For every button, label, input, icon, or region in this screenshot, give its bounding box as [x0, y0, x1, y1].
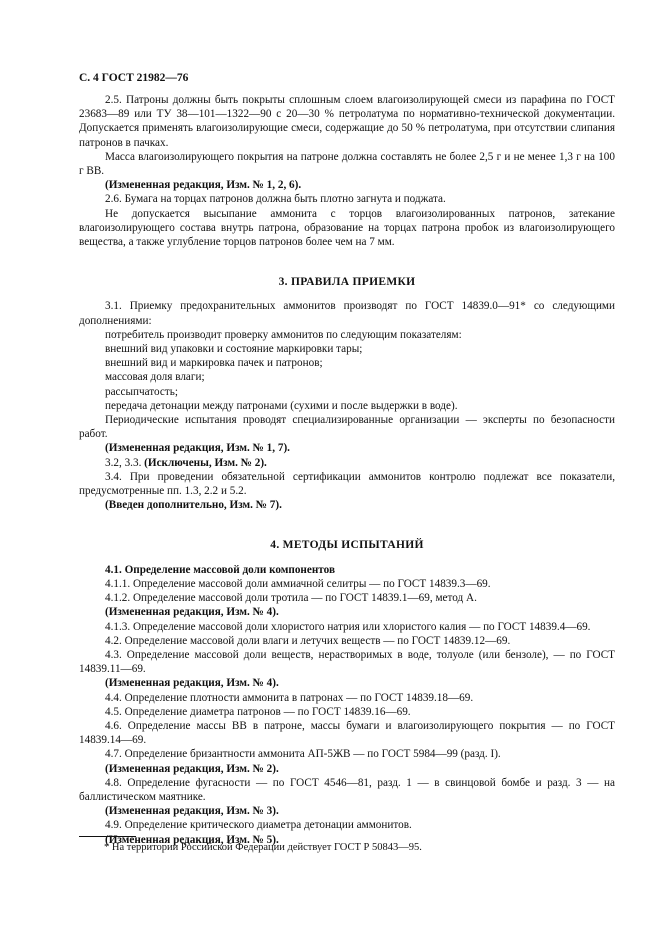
page-content	[79, 93, 615, 847]
para-3-2-label: 3.2, 3.3.	[105, 456, 142, 469]
amendment-note: (Измененная редакция, Изм. № 3).	[105, 805, 279, 818]
para-4-9: 4.9. Определение критического диаметра детонации аммонитов.	[105, 819, 412, 832]
para-2-5: 2.5. Патроны должны быть покрыты сплошным слоем влагоизолирующей смеси из парафина по ГОСТ 23683—89 или ТУ 38—101—1322—90 с 20—30 % петролатума по нормативно-технической документации. Допускается применять влагоизолирующие смеси, содержащие до 50 % петролатума, при отсутствии слипания патронов в пачках.	[79, 94, 615, 149]
para-4-1-2: 4.1.2. Определение массовой доли тротила — по ГОСТ 14839.1—69, метод А.	[105, 592, 477, 605]
amendment-note: (Измененная редакция, Изм. № 4).	[105, 677, 279, 690]
para-4-8: 4.8. Определение фугасности — по ГОСТ 4546—81, разд. 1 — в свинцовой бомбе и разд. 3 — на баллистическом маятнике.	[79, 776, 615, 803]
subsection-4-1: 4.1. Определение массовой доли компонентов	[105, 563, 335, 576]
section-title-3: 3. ПРАВИЛА ПРИЕМКИ	[278, 276, 416, 289]
amendment-note: (Измененная редакция, Изм. № 4).	[105, 606, 279, 619]
amendment-note: (Измененная редакция, Изм. № 2).	[105, 762, 279, 775]
footnote-divider	[79, 836, 136, 837]
page-header: С. 4 ГОСТ 21982—76	[79, 72, 189, 84]
para-4-1-1: 4.1.1. Определение массовой доли аммиачной селитры — по ГОСТ 14839.3—69.	[105, 577, 491, 590]
section-title-4: 4. МЕТОДЫ ИСПЫТАНИЙ	[270, 539, 424, 552]
para-2-5-mass: Масса влагоизолирующего покрытия на патроне должна составлять не более 2,5 г и не менее 1,3 г на 100 г ВВ.	[79, 150, 615, 178]
para-4-1-3: 4.1.3. Определение массовой доли хлористого натрия или хлористого калия — по ГОСТ 14839.4—69.	[105, 620, 591, 633]
para-3-2-3-3	[79, 456, 615, 470]
para-4-3: 4.3. Определение массовой доли веществ, нерастворимых в воде, толуоле (или бензоле), — по ГОСТ 14839.11—69.	[79, 648, 615, 676]
list-item: рассыпчатость;	[105, 385, 178, 398]
para-periodic: Периодические испытания проводят специализированные организации — эксперты по безопасности работ.	[79, 414, 615, 441]
excluded-note: (Исключены, Изм. № 2).	[144, 456, 267, 469]
para-4-7: 4.7. Определение бризантности аммонита АП-5ЖВ — по ГОСТ 5984—99 (разд. I).	[105, 748, 501, 761]
amendment-note: (Введен дополнительно, Изм. № 7).	[105, 499, 282, 512]
para-4-4: 4.4. Определение плотности аммонита в патронах — по ГОСТ 14839.18—69.	[105, 691, 474, 704]
amendment-note: (Измененная редакция, Изм. № 1, 2, 6).	[105, 179, 302, 192]
para-2-6-detail: Не допускается высыпание аммонита с торцов влагоизолированных патронов, затекание влагоизолирующего состава внутрь патрона, образование на торцах патрона пробок из влагоизолирующего вещества, а также углубление торцов патронов более чем на 7 мм.	[79, 207, 615, 249]
amendment-note: (Измененная редакция, Изм. № 5).	[105, 833, 279, 846]
footnote: * На территории Российской Федерации действует ГОСТ Р 50843—95.	[104, 842, 422, 853]
list-item: потребитель производит проверку аммонитов по следующим показателям:	[105, 328, 462, 341]
list-item: внешний вид упаковки и состояние маркировки тары;	[105, 343, 363, 356]
amendment-note: (Измененная редакция, Изм. № 1, 7).	[105, 442, 290, 455]
list-item: внешний вид и маркировка пачек и патронов;	[105, 357, 323, 370]
para-4-5: 4.5. Определение диаметра патронов — по ГОСТ 14839.16—69.	[105, 705, 411, 718]
list-item: передача детонации между патронами (сухими и после выдержки в воде).	[105, 399, 458, 412]
list-item: массовая доля влаги;	[105, 371, 205, 384]
para-3-4: 3.4. При проведении обязательной сертификации аммонитов контролю подлежат все показатели, предусмотренные пп. 1.3, 2.2 и 5.2.	[79, 470, 615, 498]
para-3-1: 3.1. Приемку предохранительных аммонитов производят по ГОСТ 14839.0—91* со следующими дополнениями:	[79, 300, 615, 327]
para-4-2: 4.2. Определение массовой доли влаги и летучих веществ — по ГОСТ 14839.12—69.	[105, 634, 511, 647]
para-2-6: 2.6. Бумага на торцах патронов должна быть плотно загнута и поджата.	[105, 193, 446, 206]
para-4-6: 4.6. Определение массы ВВ в патроне, массы бумаги и влагоизолирующего покрытия — по ГОСТ 14839.14—69.	[79, 719, 615, 747]
